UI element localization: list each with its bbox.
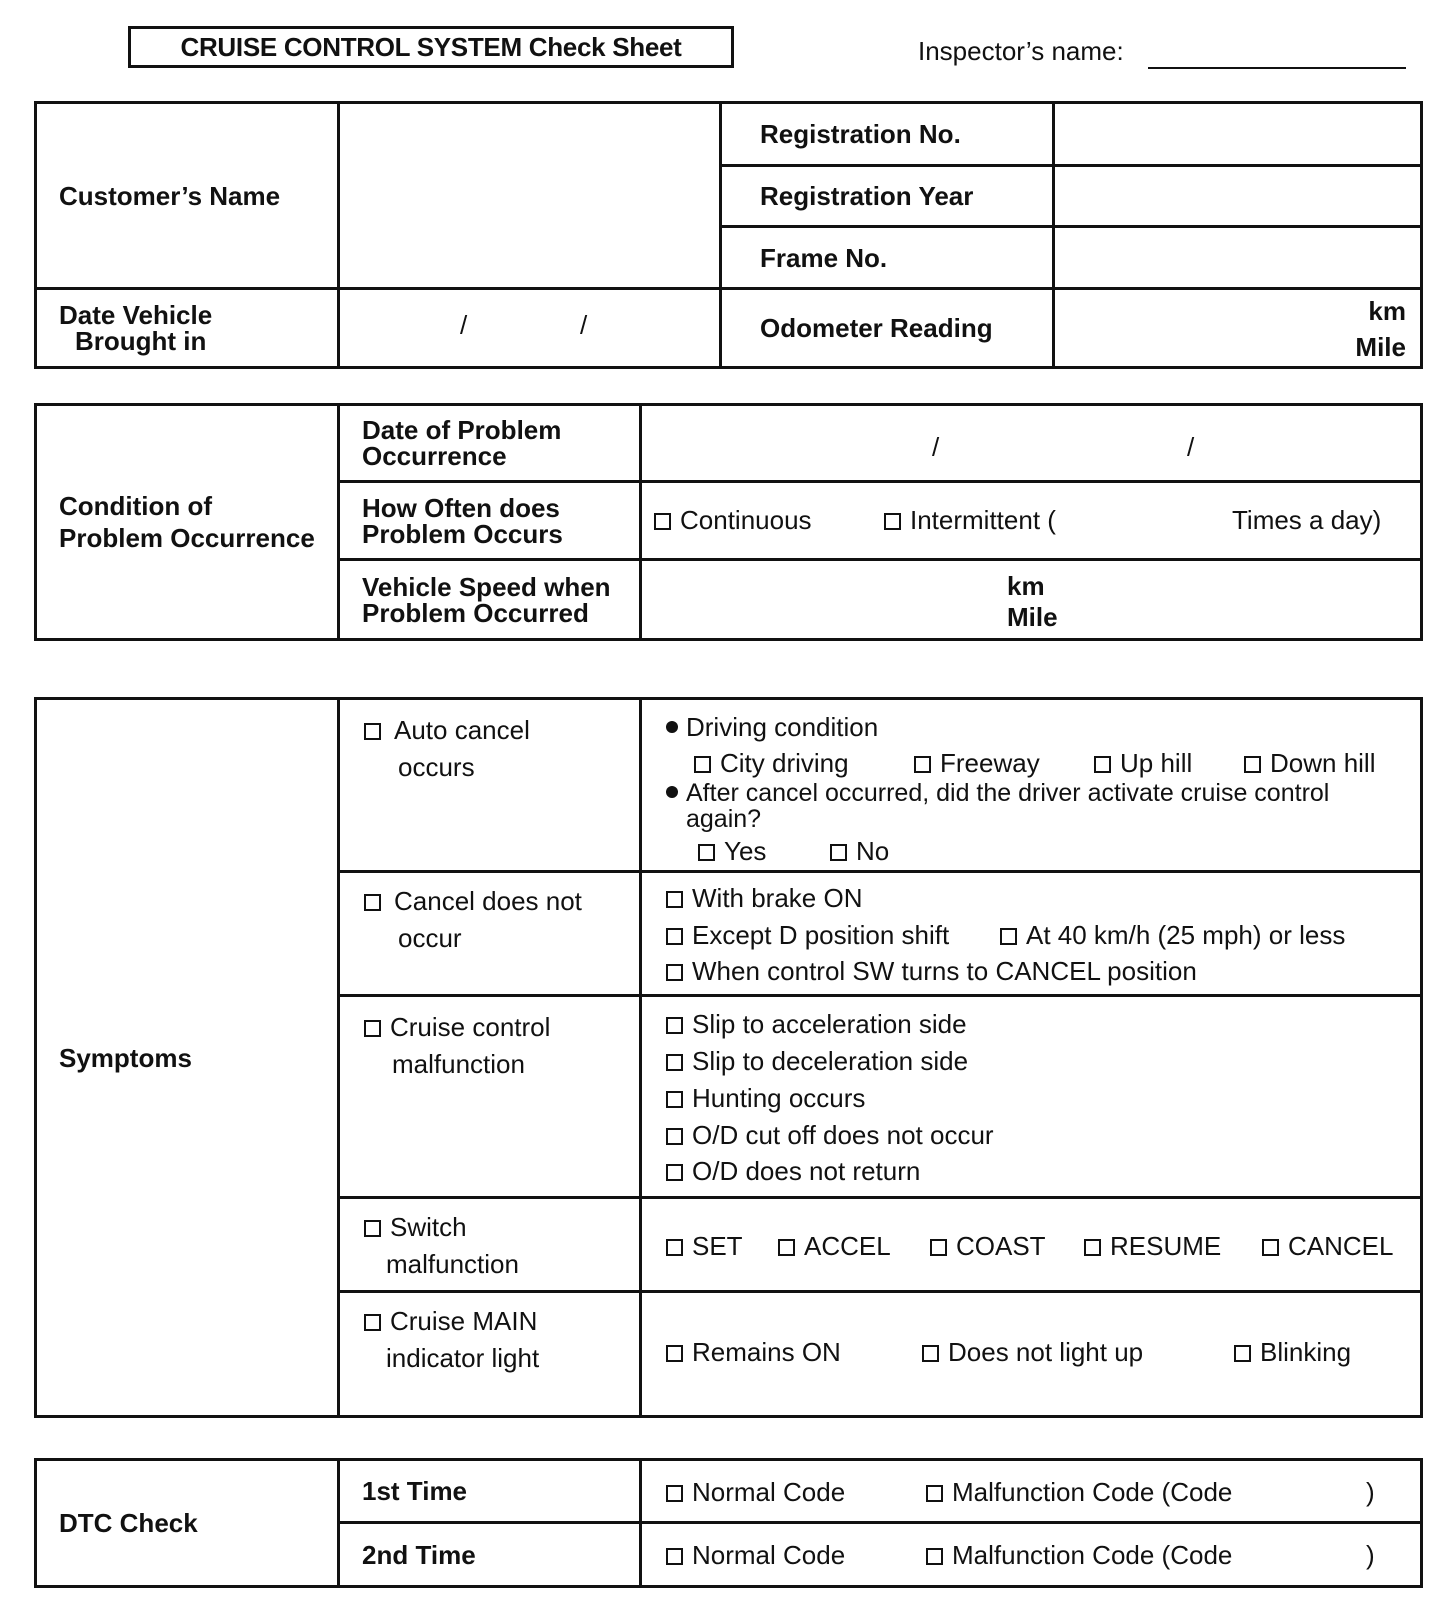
- slip-acceleration-option[interactable]: Slip to acceleration side: [666, 1009, 967, 1040]
- customer-name-label: Customer’s Name: [36, 103, 339, 289]
- checkbox-icon[interactable]: [1244, 756, 1261, 773]
- first-time-details: [641, 1460, 1422, 1523]
- down-hill-option[interactable]: Down hill: [1244, 748, 1376, 779]
- checkbox-icon[interactable]: [914, 756, 931, 773]
- switch-cancel-option[interactable]: CANCEL: [1262, 1231, 1393, 1262]
- date-of-problem-field[interactable]: [641, 405, 1422, 482]
- frame-no-field[interactable]: [1054, 227, 1422, 289]
- times-a-day-label: Times a day): [1232, 505, 1382, 535]
- vehicle-speed-label: Vehicle Speed when Problem Occurred: [339, 560, 641, 640]
- switch-malfunction-option[interactable]: Switch malfunction: [339, 1198, 641, 1292]
- how-often-field: [641, 482, 1422, 560]
- no-option[interactable]: No: [830, 836, 889, 867]
- second-time-label: 2nd Time: [339, 1523, 641, 1587]
- bullet-icon: [666, 786, 678, 798]
- checkbox-icon[interactable]: [364, 1020, 381, 1037]
- switch-resume-option[interactable]: RESUME: [1084, 1231, 1221, 1262]
- od-not-return-option[interactable]: O/D does not return: [666, 1156, 920, 1187]
- odometer-unit-mile: Mile: [1355, 332, 1406, 362]
- except-d-position-option[interactable]: Except D position shift: [666, 920, 949, 951]
- inspector-name-field[interactable]: [1148, 67, 1406, 69]
- checkbox-icon[interactable]: [694, 756, 711, 773]
- auto-cancel-option[interactable]: Auto cancel occurs: [339, 699, 641, 872]
- main-indicator-details: [641, 1292, 1422, 1417]
- cancel-not-occur-option[interactable]: Cancel does not occur: [339, 871, 641, 996]
- date-separator: /: [460, 310, 468, 340]
- condition-section-label: Condition of Problem Occurrence: [36, 405, 339, 640]
- first-time-label: 1st Time: [339, 1460, 641, 1523]
- intermittent-option[interactable]: Intermittent (: [884, 505, 1056, 536]
- checkbox-icon[interactable]: [830, 844, 847, 861]
- checkbox-icon[interactable]: [364, 723, 381, 740]
- blinking-option[interactable]: Blinking: [1234, 1337, 1351, 1368]
- checkbox-icon[interactable]: [1084, 1239, 1101, 1256]
- second-normal-code-option[interactable]: Normal Code: [666, 1540, 845, 1571]
- registration-year-field[interactable]: [1054, 166, 1422, 227]
- checkbox-icon[interactable]: [926, 1548, 943, 1565]
- date-separator: /: [932, 432, 940, 462]
- auto-cancel-details: [641, 699, 1422, 872]
- checkbox-icon[interactable]: [1094, 756, 1111, 773]
- checkbox-icon[interactable]: [364, 894, 381, 911]
- checkbox-icon[interactable]: [666, 1017, 683, 1034]
- odometer-label: Odometer Reading: [721, 289, 1054, 368]
- title-text: CRUISE CONTROL SYSTEM Check Sheet: [180, 31, 682, 62]
- cruise-malfunction-details: [641, 996, 1422, 1198]
- first-normal-code-option[interactable]: Normal Code: [666, 1477, 845, 1508]
- symptoms-section-label: Symptoms: [36, 699, 339, 1417]
- registration-no-field[interactable]: [1054, 103, 1422, 166]
- odometer-field[interactable]: [1054, 289, 1422, 368]
- speed-unit-km: km: [1007, 571, 1045, 601]
- date-of-problem-label: Date of Problem Occurrence: [339, 405, 641, 482]
- vehicle-speed-field[interactable]: [641, 560, 1422, 640]
- dtc-section-label: DTC Check: [36, 1460, 339, 1587]
- checkbox-icon[interactable]: [926, 1485, 943, 1502]
- checkbox-icon[interactable]: [666, 1091, 683, 1108]
- date-separator: /: [580, 310, 588, 340]
- does-not-light-option[interactable]: Does not light up: [922, 1337, 1143, 1368]
- checkbox-icon[interactable]: [666, 964, 683, 981]
- od-cut-off-option[interactable]: O/D cut off does not occur: [666, 1120, 994, 1151]
- driving-condition-heading: Driving condition: [666, 712, 878, 743]
- code-close-paren: ): [1366, 1477, 1375, 1507]
- hunting-option[interactable]: Hunting occurs: [666, 1083, 865, 1114]
- checkbox-icon[interactable]: [666, 1345, 683, 1362]
- odometer-unit-km: km: [1368, 296, 1406, 326]
- first-malfunction-code-option[interactable]: Malfunction Code (Code: [926, 1477, 1232, 1508]
- checkbox-icon[interactable]: [364, 1314, 381, 1331]
- checkbox-icon[interactable]: [698, 844, 715, 861]
- up-hill-option[interactable]: Up hill: [1094, 748, 1192, 779]
- checkbox-icon[interactable]: [884, 513, 901, 530]
- checkbox-icon[interactable]: [922, 1345, 939, 1362]
- speed-unit-mile: Mile: [1007, 602, 1058, 632]
- slip-deceleration-option[interactable]: Slip to deceleration side: [666, 1046, 968, 1077]
- checkbox-icon[interactable]: [666, 1239, 683, 1256]
- switch-malfunction-details: [641, 1198, 1422, 1292]
- registration-year-label: Registration Year: [721, 166, 1054, 227]
- freeway-option[interactable]: Freeway: [914, 748, 1040, 779]
- checkbox-icon[interactable]: [666, 1128, 683, 1145]
- registration-no-label: Registration No.: [721, 103, 1054, 166]
- checkbox-icon[interactable]: [1000, 928, 1017, 945]
- at-40-kmh-option[interactable]: At 40 km/h (25 mph) or less: [1000, 920, 1345, 951]
- condition-table: [34, 403, 1423, 641]
- checkbox-icon[interactable]: [666, 928, 683, 945]
- control-sw-cancel-option[interactable]: When control SW turns to CANCEL position: [666, 956, 1197, 987]
- frame-no-label: Frame No.: [721, 227, 1054, 289]
- brake-on-option[interactable]: With brake ON: [666, 883, 863, 914]
- checkbox-icon[interactable]: [364, 1220, 381, 1237]
- checkbox-icon[interactable]: [666, 1164, 683, 1181]
- switch-coast-option[interactable]: COAST: [930, 1231, 1046, 1262]
- date-separator: /: [1187, 432, 1195, 462]
- checkbox-icon[interactable]: [666, 1485, 683, 1502]
- checkbox-icon[interactable]: [666, 1054, 683, 1071]
- remains-on-option[interactable]: Remains ON: [666, 1337, 841, 1368]
- city-driving-option[interactable]: City driving: [694, 748, 849, 779]
- vehicle-info-table: [34, 101, 1423, 369]
- continuous-option[interactable]: Continuous: [654, 505, 812, 536]
- switch-accel-option[interactable]: ACCEL: [778, 1231, 891, 1262]
- second-time-details: [641, 1523, 1422, 1587]
- date-brought-in-field[interactable]: [339, 289, 721, 368]
- checkbox-icon[interactable]: [778, 1239, 795, 1256]
- after-cancel-question: After cancel occurred, did the driver activate cruise control again?: [666, 780, 1329, 832]
- yes-option[interactable]: Yes: [698, 836, 766, 867]
- checkbox-icon[interactable]: [1234, 1345, 1251, 1362]
- checkbox-icon[interactable]: [1262, 1239, 1279, 1256]
- check-sheet-title: [128, 26, 734, 68]
- customer-name-field[interactable]: [339, 103, 721, 289]
- cancel-not-occur-details: [641, 871, 1422, 996]
- code-close-paren: ): [1366, 1540, 1375, 1570]
- inspector-name-label: Inspector’s name:: [918, 36, 1124, 66]
- how-often-label: How Often does Problem Occurs: [339, 482, 641, 560]
- symptoms-table: [34, 697, 1423, 1418]
- bullet-icon: [666, 721, 678, 733]
- second-malfunction-code-option[interactable]: Malfunction Code (Code: [926, 1540, 1232, 1571]
- main-indicator-option[interactable]: Cruise MAIN indicator light: [339, 1292, 641, 1417]
- switch-set-option[interactable]: SET: [666, 1231, 743, 1262]
- checkbox-icon[interactable]: [666, 891, 683, 908]
- checkbox-icon[interactable]: [930, 1239, 947, 1256]
- cruise-malfunction-option[interactable]: Cruise control malfunction: [339, 996, 641, 1198]
- checkbox-icon[interactable]: [654, 513, 671, 530]
- checkbox-icon[interactable]: [666, 1548, 683, 1565]
- dtc-check-table: [34, 1458, 1423, 1588]
- date-brought-in-label: Date Vehicle Brought in: [36, 289, 339, 368]
